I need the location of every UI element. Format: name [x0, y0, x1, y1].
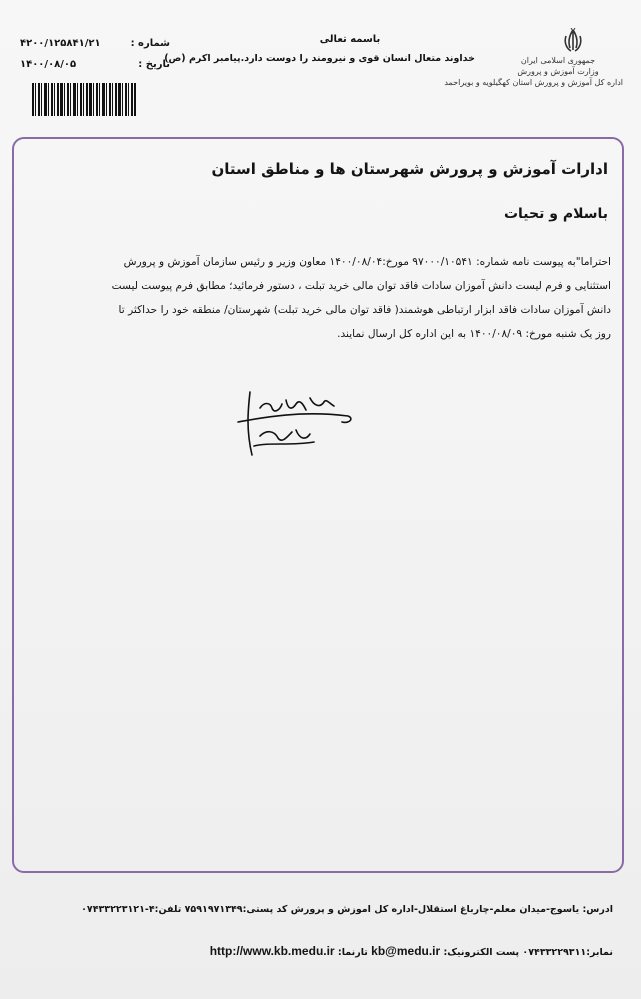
letter-number	[20, 38, 170, 49]
ministry-line: جمهوری اسلامی ایران	[520, 56, 596, 65]
number-value: ۴۲۰۰/۱۲۵۸۴۱/۲۱	[20, 38, 101, 49]
bismillah-heading: باسمه تعالی	[319, 34, 381, 45]
date-value: ۱۴۰۰/۰۸/۰۵	[20, 59, 77, 70]
body-line: احتراما"به پیوست نامه شماره: ۹۷۰۰۰/۱۰۵۴۱ مورخ:۱۴۰۰/۰۸/۰۴ معاون وزیر و رئیس سازمان آموزش و پرورش	[123, 256, 611, 268]
footer-contact	[23, 944, 613, 958]
ministry-line: وزارت آموزش و پرورش	[517, 67, 599, 76]
addressee-heading: ادارات آموزش و پرورش شهرستان ها و مناطق استان	[211, 160, 608, 178]
footer-address: ادرس: یاسوج-میدان معلم-چارباغ استقلال-اداره کل اموزش و پرورش کد پستی:۷۵۹۱۹۷۱۳۴۹ تلفن:۴-۰۷۴۳۳۲۲۳۱۲۱	[81, 904, 613, 915]
handwritten-signature	[230, 380, 360, 460]
body-line: روز یک شنبه مورخ: ۱۴۰۰/۰۸/۰۹ به این اداره کل ارسال نمایند.	[337, 328, 611, 340]
fax-line: نمابر:۰۷۴۳۳۲۲۹۳۱۱ پست الکترونیک:	[443, 947, 613, 958]
email-link[interactable]: kb@medu.ir	[371, 944, 441, 958]
letter-date	[20, 59, 170, 70]
greeting-line: باسلام و تحیات	[503, 206, 608, 222]
ministry-line: اداره کل آموزش و پرورش استان کهگیلویه و بویراحمد	[444, 78, 623, 87]
number-label: شماره :	[130, 38, 170, 49]
content-frame	[12, 137, 624, 873]
letter-body	[31, 250, 611, 346]
barcode-image	[32, 83, 136, 116]
ministry-heading	[444, 55, 623, 88]
iran-emblem-icon	[553, 28, 593, 54]
date-label: تاریخ :	[138, 59, 170, 70]
body-line: دانش آموزان سادات فاقد ابزار ارتباطی هوشمند( فاقد توان مالی خرید تبلت) شهرستان/ منطقه خود را حداکثر تا	[118, 304, 611, 316]
motto-line: خداوند متعال انسان قوی و نیرومند را دوست دارد.پیامبر اکرم (ص)	[164, 53, 475, 64]
body-line: استثنایی و فرم لیست دانش آموزان سادات فاقد توان مالی خرید تبلت ، دستور فرمائید؛ مطابق فرم پیوست لیست	[111, 280, 611, 292]
website-label: تارنما:	[337, 947, 368, 958]
website-link[interactable]: http://www.kb.medu.ir	[209, 944, 335, 958]
